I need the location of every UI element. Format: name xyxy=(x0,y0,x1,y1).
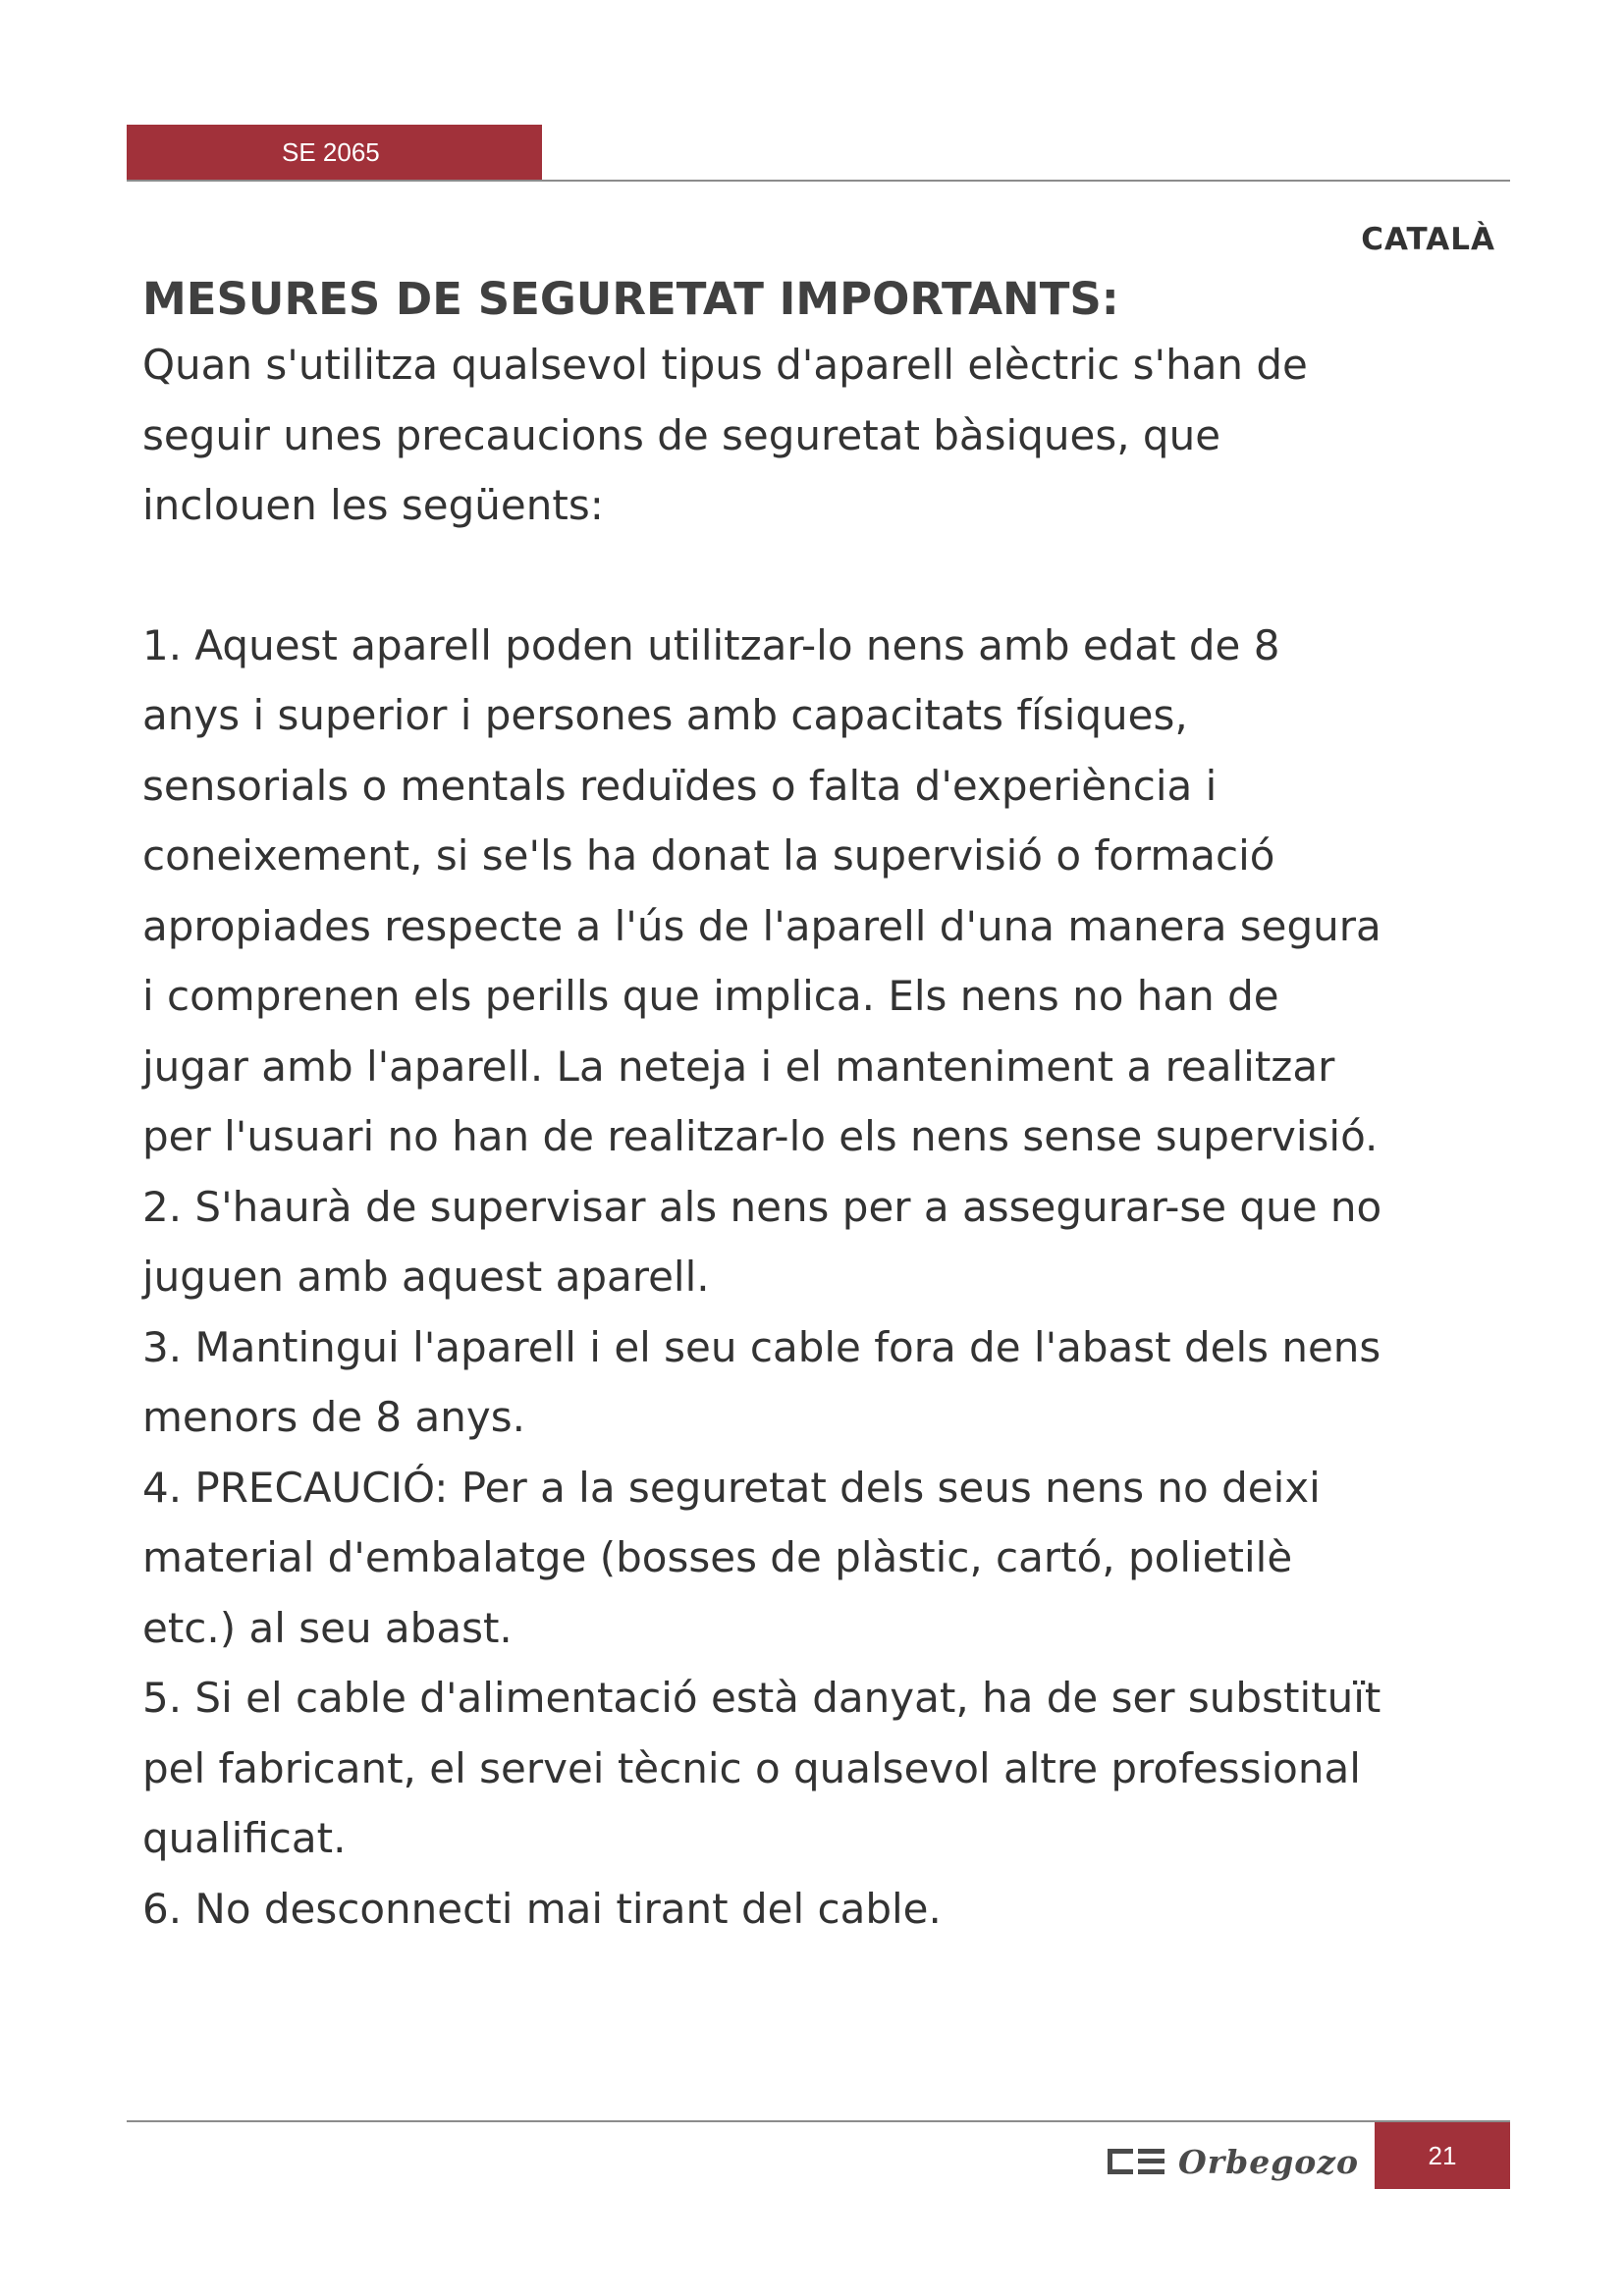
brand-name: Orbegozo xyxy=(1178,2142,1360,2181)
safety-item-4: 4. PRECAUCIÓ: Per a la seguretat dels seus nens no deixi material d'embalatge (bosses de plàstic, cartó, polietilè etc.) al seu abast. xyxy=(142,1463,1321,1652)
section-title: MESURES DE SEGURETAT IMPORTANTS: xyxy=(142,273,1119,325)
orbegozo-logo-icon xyxy=(1108,2149,1164,2174)
page-number-box xyxy=(1375,2122,1510,2189)
model-label: SE 2065 xyxy=(282,137,380,167)
page-number: 21 xyxy=(1428,2141,1457,2170)
model-tab xyxy=(127,125,542,180)
language-label: CATALÀ xyxy=(1361,222,1495,257)
safety-item-3: 3. Mantingui l'aparell i el seu cable fora de l'abast dels nens menors de 8 anys. xyxy=(142,1322,1381,1441)
safety-item-2: 2. S'haurà de supervisar als nens per a assegurar-se que no juguen amb aquest aparell. xyxy=(142,1182,1382,1301)
safety-list xyxy=(142,611,1517,1945)
safety-item-6: 6. No desconnecti mai tirant del cable. xyxy=(142,1884,942,1933)
intro-paragraph: Quan s'utilitza qualsevol tipus d'aparell elèctric s'han de seguir unes precaucions de seguretat bàsiques, que inclouen les següents: xyxy=(142,341,1308,529)
brand-logo xyxy=(1108,2137,1359,2186)
footer-divider xyxy=(127,2120,1510,2122)
safety-item-1: 1. Aquest aparell poden utilitzar-lo nens amb edat de 8 anys i superior i persones amb capacitats físiques, sensorials o mentals reduïdes o falta d'experiència i coneixement, si se'ls ha donat la supervisió o formació apropiades respecte a l'ús de l'aparell d'una manera segura i comprenen els perills que implica. Els nens no han de jugar amb l'aparell. La neteja i el manteniment a realitzar per l'usuari no han de realitzar-lo els nens sense supervisió. xyxy=(142,620,1381,1160)
header-divider xyxy=(127,180,1510,182)
safety-item-5: 5. Si el cable d'alimentació està danyat, ha de ser substituït pel fabricant, el servei tècnic o qualsevol altre professional qualificat. xyxy=(142,1674,1381,1862)
page-content xyxy=(142,271,1517,1944)
